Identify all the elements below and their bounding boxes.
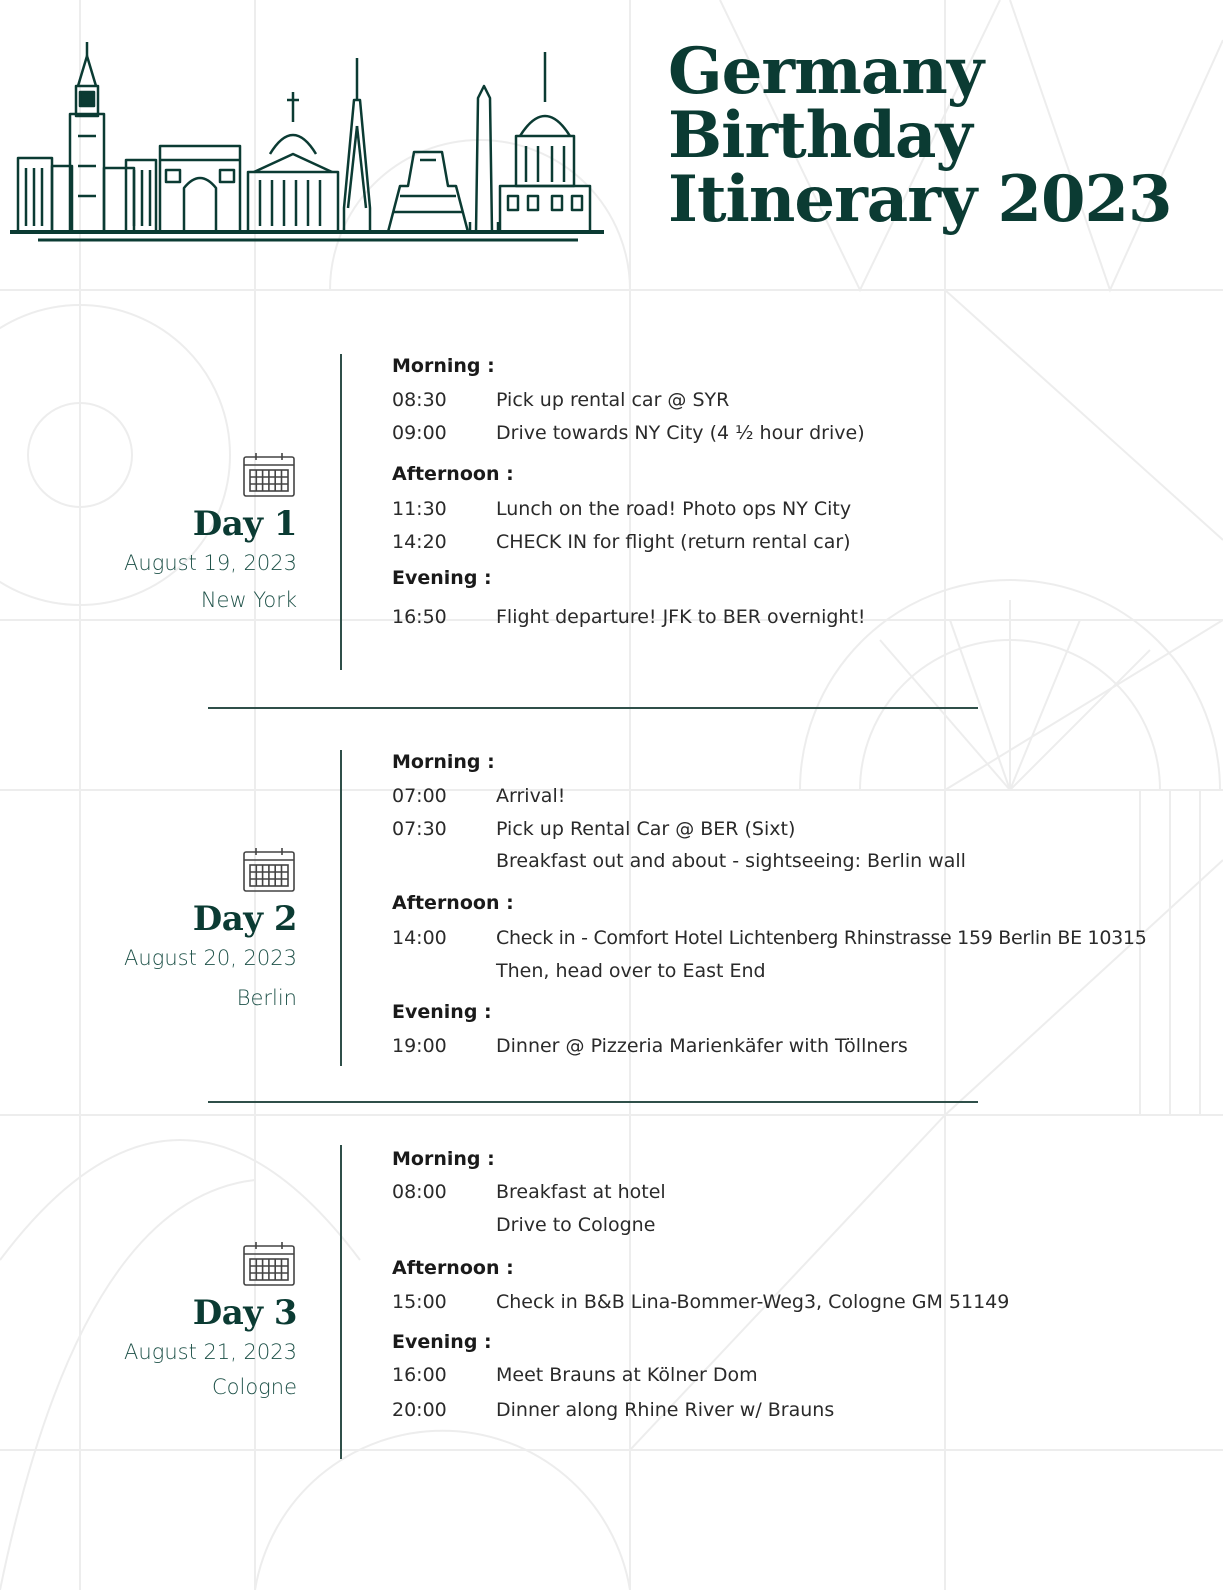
item-text: Breakfast at hotel [496,1181,666,1203]
day-1-timeline-rule [340,354,342,670]
evening-heading: Evening : [392,567,492,589]
schedule-item [392,1034,1212,1058]
item-time: 09:00 [392,422,447,444]
schedule-item [392,849,1212,873]
schedule-item [392,817,1212,841]
item-time: 16:50 [392,606,447,628]
item-time: 11:30 [392,498,447,520]
morning-heading: Morning : [392,355,495,377]
item-text: Breakfast out and about - sightseeing: Berlin wall [496,850,966,872]
day-2-timeline-rule [340,750,342,1066]
item-text: Lunch on the road! Photo ops NY City [496,498,852,520]
afternoon-heading: Afternoon : [392,892,514,914]
schedule-item [392,388,1212,412]
item-text: Arrival! [496,785,566,807]
schedule-item [392,530,1212,554]
item-time: 08:00 [392,1181,447,1203]
item-text: Then, head over to East End [496,960,766,982]
calendar-icon [241,452,297,498]
item-text: Check in B&B Lina-Bommer-Weg3, Cologne GM 51149 [496,1291,1010,1313]
evening-heading: Evening : [392,1001,492,1023]
calendar-icon [241,847,297,893]
item-time: 14:20 [392,531,447,553]
item-time: 08:30 [392,389,447,411]
day-separator [208,1101,978,1103]
day-city: New York [200,588,297,612]
item-time: 20:00 [392,1399,447,1421]
item-text: Drive towards NY City (4 ½ hour drive) [496,422,865,444]
schedule-item [392,421,1212,445]
item-text: Check in - Comfort Hotel Lichtenberg Rhinstrasse 159 Berlin BE 10315 [496,927,1147,949]
item-text: Flight departure! JFK to BER overnight! [496,606,866,628]
morning-heading: Morning : [392,751,495,773]
item-time: 16:00 [392,1364,447,1386]
item-text: Pick up Rental Car @ BER (Sixt) [496,818,796,840]
item-text: Meet Brauns at Kölner Dom [496,1364,758,1386]
day-title: Day 1 [192,504,297,544]
day-2-info [60,847,297,1011]
schedule-item [392,959,1212,983]
item-text: Drive to Cologne [496,1214,656,1236]
day-date: August 19, 2023 [124,551,297,575]
calendar-icon [241,1241,297,1287]
item-text: Pick up rental car @ SYR [496,389,730,411]
schedule-item [392,1290,1212,1314]
day-title: Day 3 [192,1293,297,1333]
page-title [668,34,1213,237]
schedule-item [392,1213,1212,1237]
item-time: 19:00 [392,1035,447,1057]
day-city: Berlin [236,986,297,1010]
item-time: 07:00 [392,785,447,807]
item-time: 07:30 [392,818,447,840]
item-text: Dinner @ Pizzeria Marienkäfer with Töllners [496,1035,908,1057]
day-date: August 21, 2023 [124,1340,297,1364]
schedule-item [392,605,1212,629]
schedule-item [392,1398,1212,1422]
day-date: August 20, 2023 [124,946,297,970]
day-1-info [60,452,297,613]
schedule-item [392,1180,1212,1204]
day-title: Day 2 [192,899,297,939]
schedule-item [392,784,1212,808]
item-time: 14:00 [392,927,447,949]
evening-heading: Evening : [392,1331,492,1353]
title-line-3: Itinerary 2023 [668,162,1172,237]
schedule-item [392,497,1212,521]
day-separator [208,707,978,709]
day-city: Cologne [211,1375,297,1399]
day-3-timeline-rule [340,1145,342,1459]
schedule-item [392,1363,1212,1387]
title-line-1: Germany [668,34,983,109]
item-text: Dinner along Rhine River w/ Brauns [496,1399,835,1421]
city-skyline-illustration [8,36,608,246]
day-3-info [60,1241,297,1400]
morning-heading: Morning : [392,1148,495,1170]
title-line-2: Birthday [668,98,972,173]
afternoon-heading: Afternoon : [392,463,514,485]
afternoon-heading: Afternoon : [392,1257,514,1279]
item-text: CHECK IN for flight (return rental car) [496,531,851,553]
item-time: 15:00 [392,1291,447,1313]
schedule-item [392,926,1212,950]
